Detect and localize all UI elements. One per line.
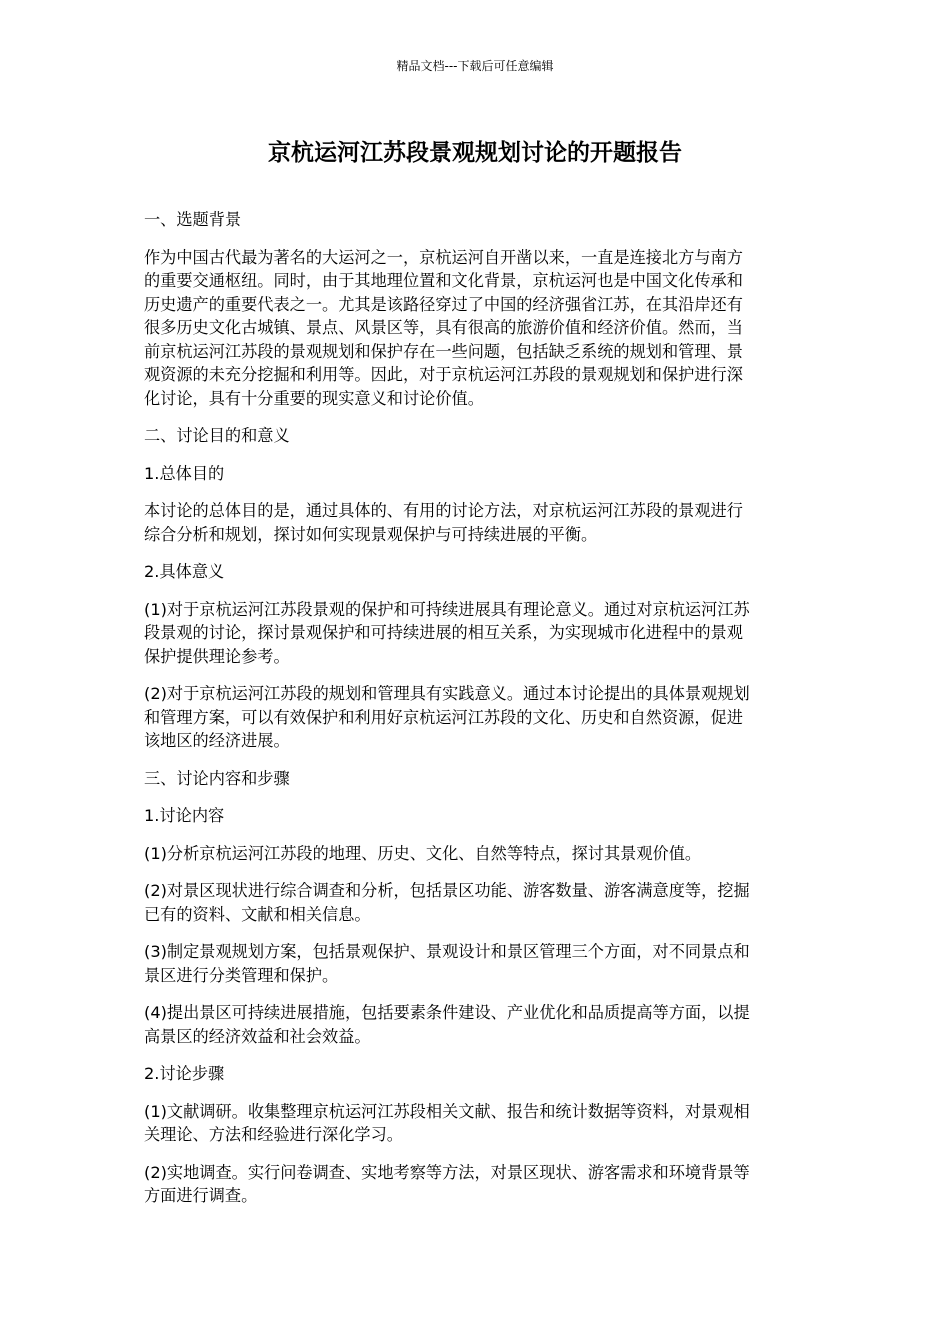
list-item-content-3: (3)制定景观规划方案，包括景观保护、景观设计和景区管理三个方面，对不同景点和 景区进行分类管理和保护。 [144, 942, 750, 985]
list-item-content-4: (4)提出景区可持续进展措施，包括要素条件建设、产业优化和品质提高等方面，以提 高景区的经济效益和社会效益。 [144, 1003, 750, 1046]
list-item-content-2: (2)对景区现状进行综合调查和分析，包括景区功能、游客数量、游客满意度等，挖掘 已有的资料、文献和相关信息。 [144, 881, 750, 924]
subheading-significance: 2.具体意义 [144, 562, 225, 581]
paragraph-overall-purpose: 本讨论的总体目的是，通过具体的、有用的讨论方法，对京杭运河江苏段的景观进行 综合分析和规划，探讨如何实现景观保护与可持续进展的平衡。 [144, 501, 743, 544]
section-heading-purpose: 二、讨论目的和意义 [144, 426, 290, 445]
subheading-content: 1.讨论内容 [144, 806, 225, 825]
subheading-steps: 2.讨论步骤 [144, 1064, 225, 1083]
paragraph-theoretical-significance: (1)对于京杭运河江苏段景观的保护和可持续进展具有理论意义。通过对京杭运河江苏 段景观的讨论，探讨景观保护和可持续进展的相互关系，为实现城市化进程中的景观 保护提供理论参考。 [144, 599, 750, 666]
list-item-content-1: (1)分析京杭运河江苏段的地理、历史、文化、自然等特点，探讨其景观价值。 [144, 843, 702, 863]
section-heading-content-steps: 三、讨论内容和步骤 [144, 768, 290, 788]
subheading-overall-purpose: 1.总体目的 [144, 463, 225, 483]
list-item-step-1: (1)文献调研。收集整理京杭运河江苏段相关文献、报告和统计数据等资料，对景观相 关理论、方法和经验进行深化学习。 [144, 1101, 750, 1144]
list-item-step-2: (2)实地调查。实行问卷调查、实地考察等方法，对景区现状、游客需求和环境背景等 方面进行调查。 [144, 1162, 750, 1205]
document-body [144, 208, 806, 1222]
document-title: 京杭运河江苏段景观规划讨论的开题报告 [268, 140, 682, 166]
header-note: 精品文档---下载后可任意编辑 [396, 59, 554, 73]
paragraph-background: 作为中国古代最为著名的大运河之一，京杭运河自开凿以来，一直是连接北方与南方 的重要交通枢纽。同时，由于其地理位置和文化背景，京杭运河也是中国文化传承和 历史遗产的重要代表之一。尤其是该路径穿过了中国的经济强省江苏，在其沿岸还有 很多历史文化古城镇、景点、风景区等，具有很高的旅游价值和经济价值。然而，当 前京杭运河江苏段的景观规划和保护存在一些问题，包括缺乏系统的规划和管理、景 观资源的未充分挖掘和利用等。因此，对于京杭运河江苏段的景观规划和保护进行深 化讨论，具有十分重要的现实意义和讨论价值。 [144, 247, 743, 408]
section-heading-background: 一、选题背景 [144, 210, 242, 229]
paragraph-practical-significance: (2)对于京杭运河江苏段的规划和管理具有实践意义。通过本讨论提出的具体景观规划 和管理方案，可以有效保护和利用好京杭运河江苏段的文化、历史和自然资源，促进 该地区的经济进展。 [144, 684, 750, 750]
